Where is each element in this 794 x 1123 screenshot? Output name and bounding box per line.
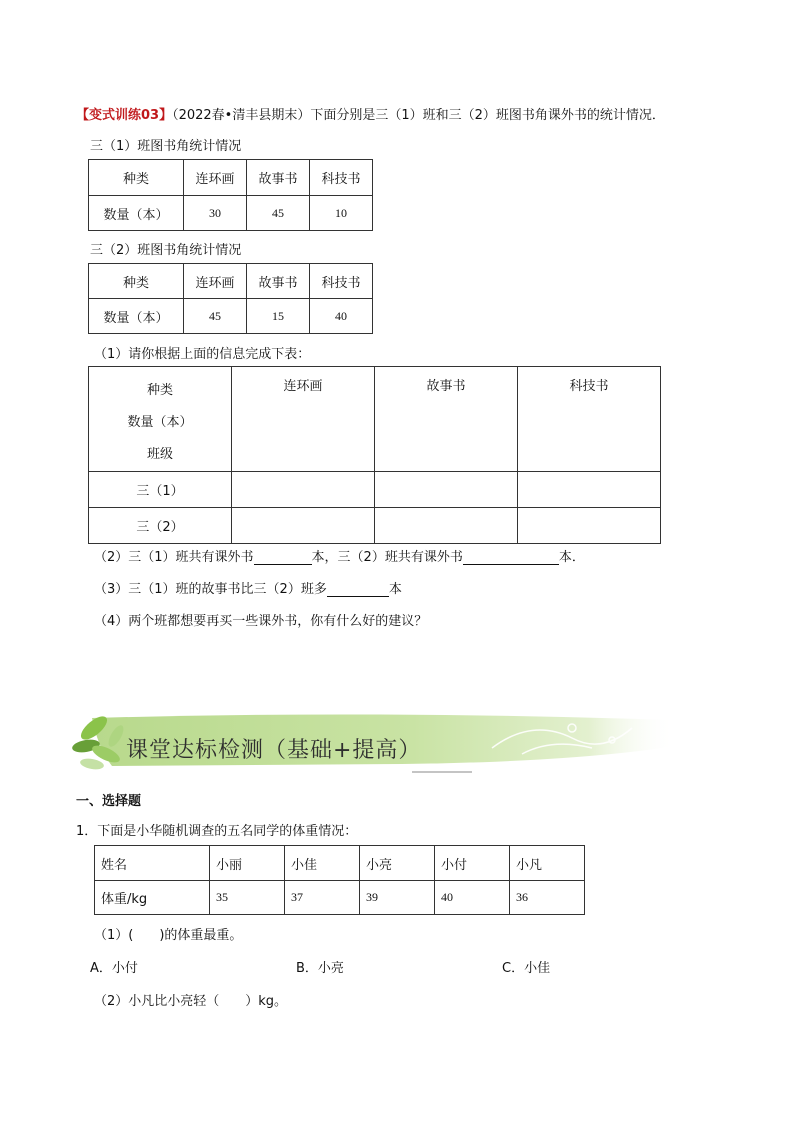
table1-row-label: 数量（本） bbox=[89, 196, 184, 231]
question-3-part-b: 本 bbox=[388, 582, 402, 597]
table1-header-cell: 故事书 bbox=[247, 160, 310, 196]
table1-caption: 三（1）班图书角统计情况 bbox=[90, 139, 242, 154]
question1-stem: 1．下面是小华随机调查的五名同学的体重情况： bbox=[76, 824, 358, 839]
table1 bbox=[88, 159, 373, 231]
weight-table-header-cell: 小亮 bbox=[360, 846, 435, 881]
weight-value: 40 bbox=[435, 881, 510, 915]
question-2-part-b: 本，三（2）班共有课外书 bbox=[311, 550, 463, 565]
sub-question-1: （1）( )的体重最重。 bbox=[94, 928, 243, 943]
exercise-intro: （2022春•清丰县期末）下面分别是三（1）班和三（2）班图书角课外书的统计情况． bbox=[172, 108, 665, 123]
table3-row-label: 三（2） bbox=[89, 508, 232, 544]
table2-value: 45 bbox=[184, 299, 247, 334]
table2-row-label: 数量（本） bbox=[89, 299, 184, 334]
table3-column-header: 连环画 bbox=[232, 367, 375, 472]
option-c[interactable]: C．小佳 bbox=[502, 961, 551, 976]
table1-value: 45 bbox=[247, 196, 310, 231]
weight-value: 35 bbox=[210, 881, 285, 915]
weight-value: 37 bbox=[285, 881, 360, 915]
corner-class-label: 班级 bbox=[146, 447, 173, 462]
table3-corner-cell bbox=[89, 367, 232, 472]
table3-column-header: 故事书 bbox=[375, 367, 518, 472]
table3-column-header: 科技书 bbox=[518, 367, 661, 472]
table2-header-cell: 故事书 bbox=[247, 264, 310, 299]
option-b[interactable]: B．小亮 bbox=[296, 961, 344, 976]
answer-blank[interactable] bbox=[254, 550, 312, 565]
table2-value: 40 bbox=[310, 299, 373, 334]
table3 bbox=[88, 366, 661, 544]
table3-blank-cell[interactable] bbox=[375, 508, 518, 544]
table1-header-cell: 连环画 bbox=[184, 160, 247, 196]
corner-quantity-label: 数量（本） bbox=[127, 415, 193, 430]
exercise-tag: 【变式训练03】 bbox=[76, 108, 173, 123]
sub-question-2: （2）小凡比小亮轻（ ）kg。 bbox=[94, 994, 288, 1009]
question-3-part-a: （3）三（1）班的故事书比三（2）班多 bbox=[94, 582, 327, 597]
table1-header-cell: 科技书 bbox=[310, 160, 373, 196]
answer-blank[interactable] bbox=[327, 582, 389, 597]
corner-kind-label: 种类 bbox=[146, 383, 173, 398]
exercise-heading bbox=[76, 104, 665, 123]
table2-caption: 三（2）班图书角统计情况 bbox=[90, 243, 242, 258]
section-heading: 一、选择题 bbox=[76, 794, 142, 809]
weight-table-header-cell: 姓名 bbox=[95, 846, 210, 881]
table2 bbox=[88, 263, 373, 334]
weight-table-header-cell: 小丽 bbox=[210, 846, 285, 881]
weight-table-header-cell: 小佳 bbox=[285, 846, 360, 881]
table1-value: 30 bbox=[184, 196, 247, 231]
table1-header-cell: 种类 bbox=[89, 160, 184, 196]
table2-header-cell: 种类 bbox=[89, 264, 184, 299]
weight-table-header-cell: 小付 bbox=[435, 846, 510, 881]
question-2 bbox=[94, 546, 585, 565]
table2-value: 15 bbox=[247, 299, 310, 334]
weight-value: 36 bbox=[510, 881, 585, 915]
weight-table-header-cell: 小凡 bbox=[510, 846, 585, 881]
question-2-part-a: （2）三（1）班共有课外书 bbox=[94, 550, 254, 565]
table3-row-label: 三（1） bbox=[89, 472, 232, 508]
weight-table-row-label: 体重/kg bbox=[95, 881, 210, 915]
table1-value: 10 bbox=[310, 196, 373, 231]
table3-blank-cell[interactable] bbox=[375, 472, 518, 508]
option-a[interactable]: A．小付 bbox=[90, 961, 138, 976]
table2-header-cell: 连环画 bbox=[184, 264, 247, 299]
table3-blank-cell[interactable] bbox=[232, 508, 375, 544]
table2-header-cell: 科技书 bbox=[310, 264, 373, 299]
answer-blank[interactable] bbox=[463, 550, 559, 565]
table3-blank-cell[interactable] bbox=[232, 472, 375, 508]
question-1: （1）请你根据上面的信息完成下表： bbox=[94, 347, 311, 362]
question-4: （4）两个班都想要再买一些课外书，你有什么好的建议？ bbox=[94, 614, 428, 629]
table3-blank-cell[interactable] bbox=[518, 508, 661, 544]
table3-blank-cell[interactable] bbox=[518, 472, 661, 508]
weight-table bbox=[94, 845, 585, 915]
banner-title: 课堂达标检测（基础+提高） bbox=[126, 738, 422, 763]
question-3 bbox=[94, 578, 402, 597]
weight-value: 39 bbox=[360, 881, 435, 915]
question-2-part-c: 本． bbox=[558, 550, 585, 565]
